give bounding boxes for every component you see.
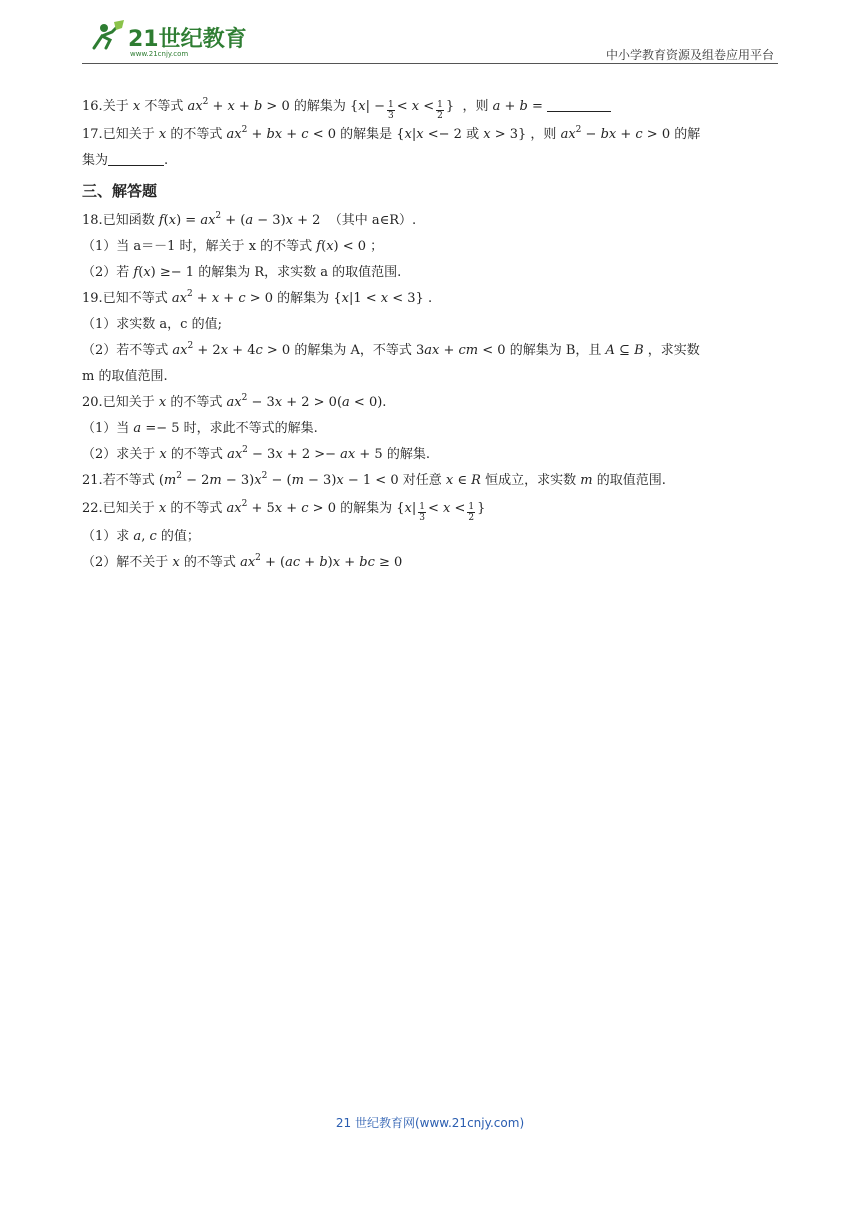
answer-blank[interactable] bbox=[547, 97, 611, 112]
question-17-cont: 集为 . bbox=[82, 153, 169, 168]
question-22: 22.已知关于 x 的不等式 $ax^2 + 5x + c > 0$ 的解集为 {x| $\frac{1}{3}$ < x < $\frac{1}{2}$ } bbox=[82, 499, 486, 523]
question-19-part-1: （1）求实数 a，c 的值; bbox=[82, 317, 222, 332]
question-22-part-2: （2）解不关于 x 的不等式 $ax^2 + (ac + b)x$ + bc ≥ 0 bbox=[82, 553, 403, 570]
platform-name: 中小学教育资源及组卷应用平台 bbox=[605, 48, 774, 62]
svg-text:www.21cnjy.com: www.21cnjy.com bbox=[130, 50, 189, 58]
answer-blank[interactable] bbox=[108, 151, 164, 166]
question-18-part-2: （2）若 f(x) ≥− 1 的解集为 R，求实数 a 的取值范围. bbox=[82, 265, 402, 280]
question-17: 17.已知关于 x 的不等式 $ax^2$ + bx + c < 0 的解集是 {x|x <− 2 或 x > 3} ，则 $ax^2$ − bx + c > 0 的解 bbox=[82, 125, 701, 142]
page-footer[interactable]: 21 世纪教育网(www.21cnjy.com) bbox=[335, 1116, 525, 1130]
question-18: 18.已知函数 $f(x) = ax^2 + (a - 3)x + 2$ （其中 a∈R）. bbox=[82, 211, 417, 228]
question-22-part-1: （1）求 a, c 的值； bbox=[82, 529, 200, 544]
question-20-part-1: （1）当 a =− 5 时，求此不等式的解集. bbox=[82, 421, 318, 436]
question-19: 19.已知不等式 $ax^2 + x + c > 0$ 的解集为 {x|1 < x < 3} . bbox=[82, 289, 433, 306]
question-19-part-2-cont: m 的取值范围. bbox=[82, 369, 168, 384]
question-18-part-1: （1）当 a＝－1 时，解关于 x 的不等式 f(x) < 0 ； bbox=[82, 239, 384, 254]
question-20: 20.已知关于 x 的不等式 $ax^2 - 3x + 2 > 0(a < 0)$. bbox=[82, 393, 387, 410]
question-16: 16.关于 x 不等式 $ax^2 + x + b > 0$ 的解集为 {x| − $\frac{1}{3}$ < x < $\frac{1}{2}$ } ，则 a + b = bbox=[82, 92, 778, 122]
logo bbox=[90, 18, 260, 58]
question-19-part-2: （2）若不等式 $ax^2 + 2x + 4c > 0$ 的解集为 A，不等式 3ax + cm < 0 的解集为 B，且 A ⊆ B ，求实数 bbox=[82, 341, 700, 358]
header-divider bbox=[82, 63, 778, 64]
question-20-part-2: （2）求关于 x 的不等式 $ax^2 - 3x + 2$ >− ax + 5 的解集. bbox=[82, 445, 430, 462]
page-header bbox=[82, 14, 778, 64]
document-body bbox=[82, 92, 778, 576]
section-title: 三、解答题 bbox=[82, 182, 158, 200]
svg-text:21世纪教育: 21世纪教育 bbox=[128, 27, 247, 52]
runner-icon bbox=[94, 20, 124, 48]
question-21: 21.若不等式 $(m^2 - 2m - 3)x^2 - (m - 3)x - 1 < 0$ 对任意 x ∈ R 恒成立，求实数 m 的取值范围. bbox=[82, 471, 666, 488]
